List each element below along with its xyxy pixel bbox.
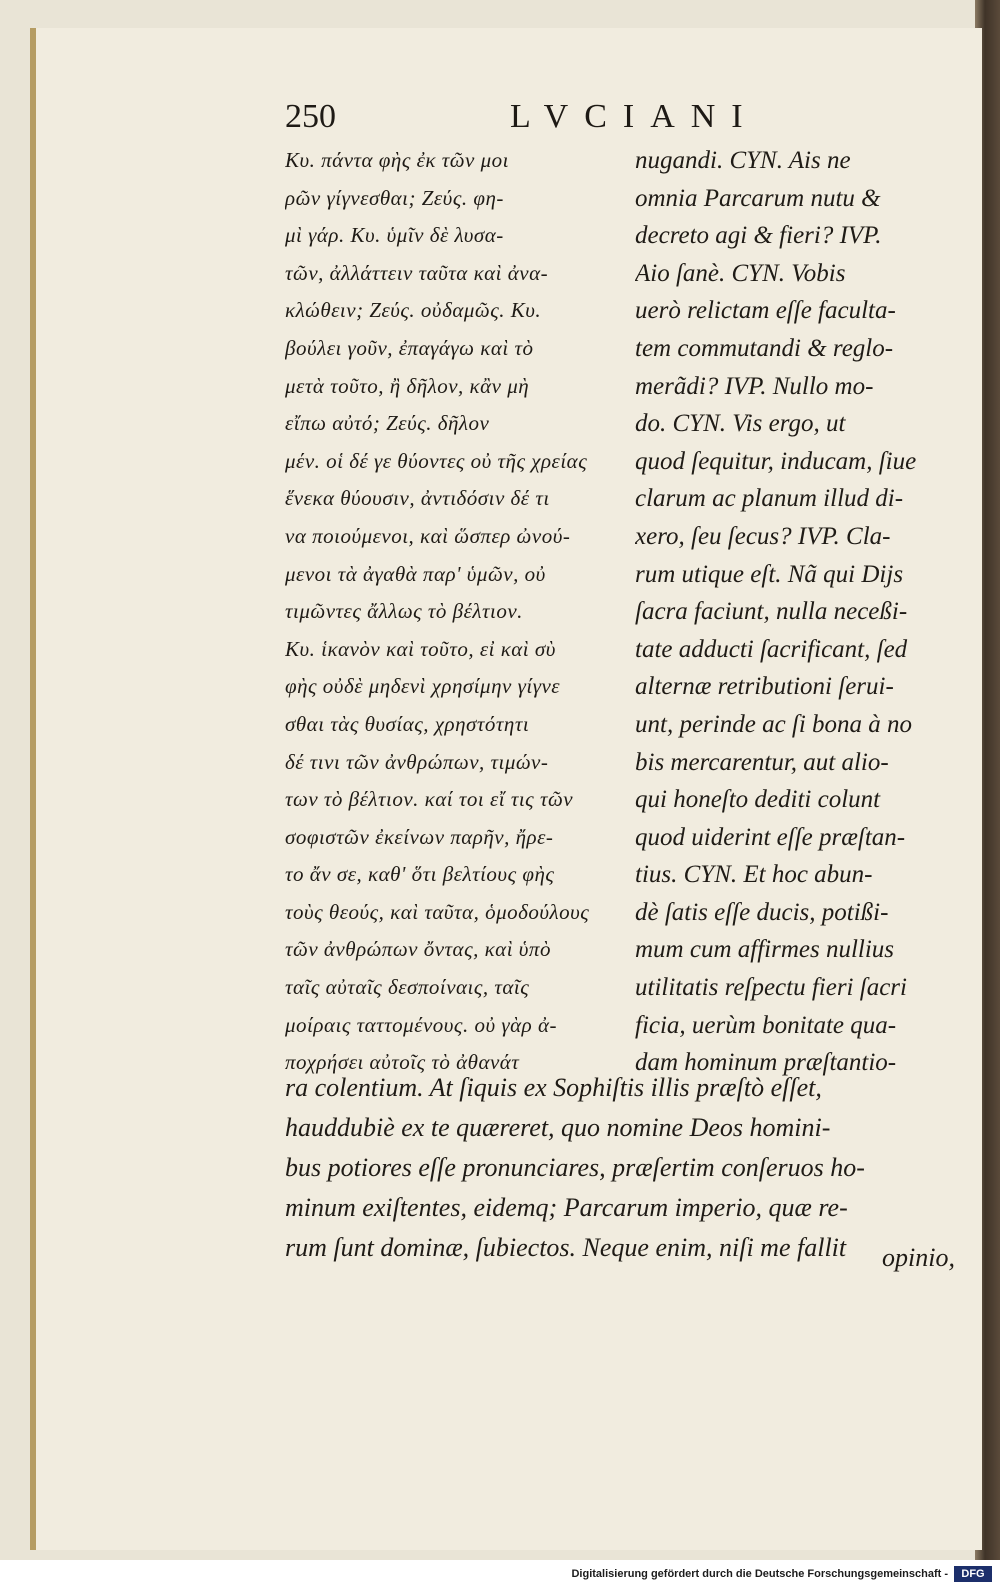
latin-text-line: do. CYN. Vis ergo, ut bbox=[635, 410, 846, 438]
catchword: opinio, bbox=[882, 1243, 955, 1272]
greek-text-line: μὶ γάρ. Κυ. ὑμῖν δὲ λυσα- bbox=[285, 223, 504, 248]
latin-text-line: alternæ retributioni ſerui- bbox=[635, 673, 894, 701]
greek-text-line: βούλει γοῦν, ἐπαγάγω καὶ τὸ bbox=[285, 335, 534, 360]
greek-text-line: των τὸ βέλτιον. καί τοι εἴ τις τῶν bbox=[285, 787, 574, 812]
greek-text-line: σθαι τὰς θυσίας, χρηστότητι bbox=[285, 711, 530, 736]
funding-credit: Digitalisierung gefördert durch die Deutsche Forschungsgemeinschaft - bbox=[571, 1568, 948, 1580]
dfg-logo: DFG bbox=[954, 1566, 992, 1582]
greek-text-line: ρῶν γίγνεσθαι; Ζεύς. φη- bbox=[285, 185, 504, 210]
greek-text-line: να ποιούμενοι, καὶ ὥσπερ ὠνού- bbox=[285, 523, 571, 548]
latin-text-line: ficia, uerùm bonitate qua- bbox=[635, 1011, 897, 1039]
running-title: LVCIANI bbox=[510, 98, 759, 135]
latin-text-line: unt, perinde ac ſi bona à no bbox=[635, 710, 913, 738]
text-line: bus potiores eſſe pronunciares, præſertim conſeruos ho- bbox=[285, 1153, 865, 1182]
latin-text-line: tem commutandi & reglo- bbox=[635, 334, 894, 362]
greek-text-line: μενοι τὰ ἀγαθὰ παρ' ὑμῶν, οὐ bbox=[285, 561, 546, 586]
greek-text-column bbox=[285, 142, 625, 1082]
greek-text-line: ταῖς αὐταῖς δεσποίναις, ταῖς bbox=[285, 975, 530, 1000]
latin-text-line: dè ſatis eſſe ducis, potißi- bbox=[635, 898, 889, 926]
greek-text-line: τιμῶντες ἄλλως τὸ βέλτιον. bbox=[285, 599, 523, 624]
greek-text-line: τοὺς θεούς, καὶ ταῦτα, ὁμοδούλους bbox=[285, 899, 590, 924]
greek-text-line: φὴς οὐδὲ μηδενὶ χρησίμην γίγνε bbox=[285, 674, 561, 699]
latin-text-line: mum cum affirmes nullius bbox=[635, 936, 895, 964]
latin-text-line: xero, ſeu ſecus? IVP. Cla- bbox=[635, 522, 891, 550]
latin-text-line: quod ſequitur, inducam, ſiue bbox=[635, 447, 917, 475]
greek-text-line: εἴπω αὐτό; Ζεύς. δῆλον bbox=[285, 411, 490, 436]
latin-text-line: clarum ac planum illud di- bbox=[635, 485, 904, 513]
latin-text-line: tius. CYN. Et hoc abun- bbox=[635, 861, 873, 889]
greek-text-line: μέν. οἱ δέ γε θύοντες οὐ τῆς χρείας bbox=[285, 448, 588, 473]
latin-text-line: dam hominum præſtantio- bbox=[635, 1049, 897, 1077]
latin-text-line: utilitatis reſpectu fieri ſacri bbox=[635, 974, 907, 1002]
latin-text-line: uerò relictam eſſe faculta- bbox=[635, 297, 896, 325]
greek-text-line: σοφιστῶν ἐκείνων παρῆν, ἤρε- bbox=[285, 824, 554, 849]
greek-text-line: ἕνεκα θύουσιν, ἀντιδόσιν δέ τι bbox=[285, 486, 550, 511]
latin-text-line: nugandi. CYN. Ais ne bbox=[635, 147, 851, 174]
greek-text-line: Κυ. πάντα φὴς ἐκ τῶν μοι bbox=[285, 148, 509, 172]
latin-text-line: Aio ſanè. CYN. Vobis bbox=[635, 259, 846, 287]
greek-text-line: τῶν, ἀλλάττειν ταῦτα καὶ ἀνα- bbox=[285, 260, 549, 285]
greek-text-line: ποχρήσει αὐτοῖς τὸ ἀθανάτ bbox=[285, 1050, 520, 1075]
digitization-footer bbox=[0, 1560, 1000, 1590]
latin-text-line: omnia Parcarum nutu & bbox=[635, 184, 881, 212]
greek-text-line: το ἄν σε, καθ' ὅτι βελτίους φὴς bbox=[285, 862, 555, 887]
greek-text-line: μοίραις ταττομένους. οὐ γὰρ ἀ- bbox=[285, 1012, 557, 1037]
latin-text-line: merãdi? IVP. Nullo mo- bbox=[635, 372, 874, 400]
latin-text-line: ſacra faciunt, nulla neceßi- bbox=[635, 598, 908, 626]
text-line: rum ſunt dominæ, ſubiectos. Neque enim, niſi me fallit bbox=[285, 1233, 847, 1262]
latin-text-line: qui honeſto dediti colunt bbox=[635, 786, 881, 814]
text-line: hauddubiè ex te quæreret, quo nomine Deos homini- bbox=[285, 1113, 831, 1142]
latin-text-line: rum utique eſt. Nã qui Dijs bbox=[635, 560, 904, 588]
text-line: ra colentium. At ſiquis ex Sophiſtis illis præſtò eſſet, bbox=[285, 1073, 822, 1102]
latin-text-column bbox=[635, 142, 953, 1082]
full-width-text bbox=[285, 1068, 955, 1268]
greek-text-line: δέ τινι τῶν ἀνθρώπων, τιμών- bbox=[285, 749, 549, 774]
greek-text-line: τῶν ἀνθρώπων ὄντας, καὶ ὑπὸ bbox=[285, 937, 551, 962]
greek-text-line: Κυ. ἱκανὸν καὶ τοῦτο, εἰ καὶ σὺ bbox=[285, 636, 556, 661]
text-line: minum exiſtentes, eidemq; Parcarum imperio, quæ re- bbox=[285, 1193, 848, 1222]
greek-text-line: μετὰ τοῦτο, ἢ δῆλον, κἂν μὴ bbox=[285, 373, 530, 398]
latin-text-line: tate adducti ſacrificant, ſed bbox=[635, 635, 908, 663]
latin-text-line: bis mercarentur, aut alio- bbox=[635, 748, 889, 776]
page-header bbox=[285, 98, 785, 138]
page-number: 250 bbox=[285, 98, 336, 135]
latin-text-line: decreto agi & fieri? IVP. bbox=[635, 222, 882, 250]
latin-text-line: quod uiderint eſſe præſtan- bbox=[635, 823, 906, 851]
greek-text-line: κλώθειν; Ζεύς. οὐδαμῶς. Κυ. bbox=[285, 298, 542, 323]
